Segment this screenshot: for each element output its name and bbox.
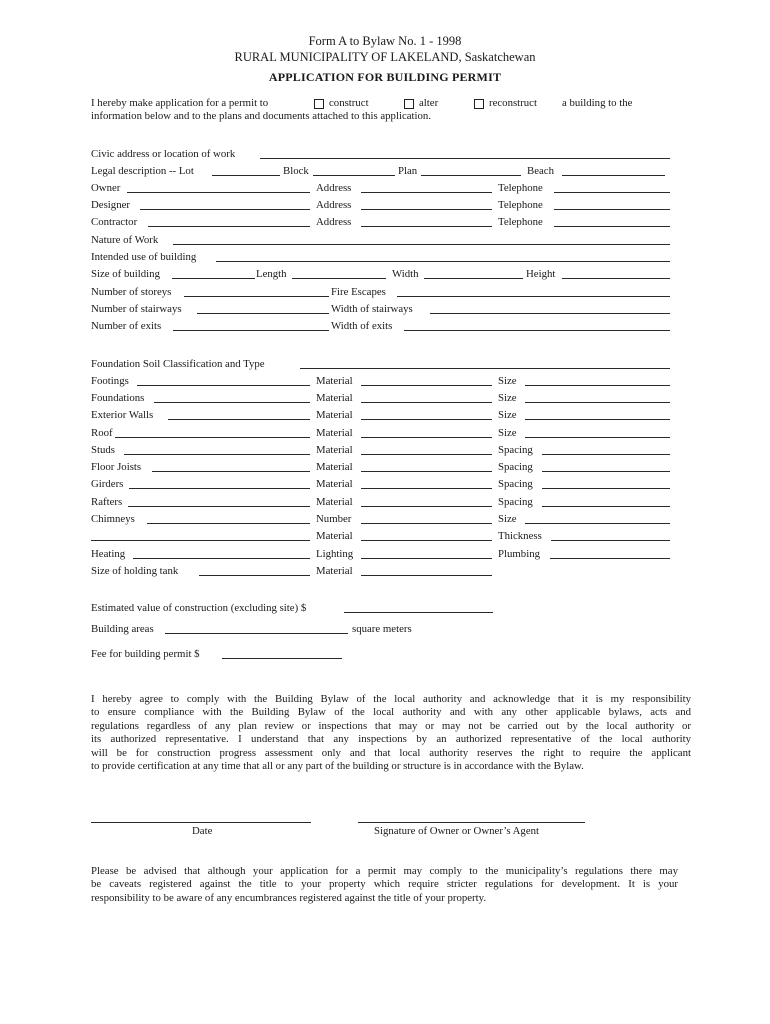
notice-paragraph <box>91 865 678 905</box>
foundations-field[interactable] <box>154 402 310 403</box>
exits-label: Number of exits <box>91 320 162 332</box>
agreement-line: to provide certification at any time that all or any part of the building or structure is in accordance with the Bylaw. <box>91 760 584 773</box>
girders-material-field[interactable] <box>361 488 492 489</box>
nature-of-work-label: Nature of Work <box>91 234 159 246</box>
width-label: Width <box>392 268 419 280</box>
building-areas-field[interactable] <box>165 633 348 634</box>
height-label: Height <box>526 268 556 280</box>
agreement-line: to ensure compliance with the Building Bylaw of the local authority and with any other applicable bylaws, acts and <box>91 706 691 719</box>
girders-material-label: Material <box>316 478 353 490</box>
width-of-exits-field[interactable] <box>404 330 670 331</box>
size-of-building-label: Size of building <box>91 268 160 280</box>
owner-address-label: Address <box>316 182 352 194</box>
girders-label: Girders <box>91 478 124 490</box>
beach-label: Beach <box>527 165 554 177</box>
owner-signature-field[interactable] <box>358 822 585 823</box>
designer-telephone-label: Telephone <box>498 199 543 211</box>
notice-line: Please be advised that although your application for a permit may comply to the municipality’s regulations there may <box>91 865 678 877</box>
width-of-stairways-label: Width of stairways <box>331 303 413 315</box>
heating-field[interactable] <box>133 558 310 559</box>
contractor-telephone-label: Telephone <box>498 216 543 228</box>
notice-line: responsibility to be aware of any encumbrances registered against the title of your property. <box>91 891 487 904</box>
civic-field[interactable] <box>260 158 670 159</box>
exterior-walls-label: Exterior Walls <box>91 409 154 421</box>
alter-checkbox[interactable] <box>404 99 414 109</box>
chimneys-number-label: Number <box>316 513 352 525</box>
floor-joists-material-field[interactable] <box>361 471 492 472</box>
soil-classification-field[interactable] <box>300 368 670 369</box>
designer-label: Designer <box>91 199 130 211</box>
agreement-line: will be for construction progress assessment only and that local authority reserves the right to require the applicant <box>91 746 691 759</box>
rafters-field[interactable] <box>128 506 310 507</box>
contractor-address-field[interactable] <box>361 226 492 227</box>
width-of-exits-label: Width of exits <box>331 320 393 332</box>
fire-escapes-field[interactable] <box>397 296 670 297</box>
intro-suffix: a building to the <box>562 97 633 109</box>
stairways-field[interactable] <box>197 313 329 314</box>
chimneys-size-label: Size <box>498 513 517 525</box>
girders-spacing-label: Spacing <box>498 478 533 490</box>
construct-label: construct <box>329 97 369 109</box>
roof-material-field[interactable] <box>361 437 492 438</box>
foundations-material-label: Material <box>316 392 353 404</box>
nature-of-work-field[interactable] <box>173 244 670 245</box>
estimated-value-field[interactable] <box>344 612 493 613</box>
footings-material-field[interactable] <box>361 385 492 386</box>
studs-spacing-label: Spacing <box>498 444 533 456</box>
size-of-building-field[interactable] <box>172 278 255 279</box>
roof-material-label: Material <box>316 427 353 439</box>
plumbing-field[interactable] <box>550 558 670 559</box>
storeys-label: Number of storeys <box>91 286 172 298</box>
contractor-label: Contractor <box>91 216 138 228</box>
footings-material-label: Material <box>316 375 353 387</box>
girders-field[interactable] <box>129 488 310 489</box>
building-areas-label: Building areas <box>91 623 154 635</box>
notice-line: be caveats registered against the title to your property which require stricter regulations for development. It is your <box>91 878 678 891</box>
alter-label: alter <box>419 97 439 109</box>
thickness-field[interactable] <box>551 540 670 541</box>
roof-field[interactable] <box>115 437 310 438</box>
civic-label: Civic address or location of work <box>91 148 236 160</box>
chimneys-field[interactable] <box>147 523 310 524</box>
permit-fee-label: Fee for building permit $ <box>91 648 200 660</box>
foundations-size-label: Size <box>498 392 517 404</box>
lighting-label: Lighting <box>316 548 354 560</box>
studs-field[interactable] <box>124 454 310 455</box>
soil-classification-label: Foundation Soil Classification and Type <box>91 358 265 370</box>
square-meters-label: square meters <box>352 623 412 635</box>
agreement-line: regulations regardless of any plan review or inspections that may or may not be carried out by the local authority or <box>91 719 691 732</box>
chimneys-label: Chimneys <box>91 513 135 525</box>
floor-joists-label: Floor Joists <box>91 461 142 473</box>
legal-lot-label: Legal description -- Lot <box>91 165 194 177</box>
form-title: APPLICATION FOR BUILDING PERMIT <box>268 70 502 84</box>
reconstruct-checkbox[interactable] <box>474 99 484 109</box>
storeys-field[interactable] <box>184 296 329 297</box>
footings-size-field[interactable] <box>525 385 670 386</box>
owner-telephone-label: Telephone <box>498 182 543 194</box>
form-reference: Form A to Bylaw No. 1 - 1998 <box>308 34 462 48</box>
owner-label: Owner <box>91 182 121 194</box>
roof-size-label: Size <box>498 427 517 439</box>
plan-field[interactable] <box>421 175 521 176</box>
designer-field[interactable] <box>140 209 310 210</box>
footings-label: Footings <box>91 375 129 387</box>
estimated-value-label: Estimated value of construction (excluding site) $ <box>91 602 307 614</box>
length-field[interactable] <box>292 278 386 279</box>
exterior-walls-material-label: Material <box>316 409 353 421</box>
roof-size-field[interactable] <box>525 437 670 438</box>
block-field[interactable] <box>313 175 395 176</box>
agreement-line: its authorized representative. I understand that any inspections by an authorized representative of the local authority <box>91 733 691 746</box>
holding-tank-material-field[interactable] <box>361 575 492 576</box>
studs-spacing-field[interactable] <box>542 454 670 455</box>
stairways-label: Number of stairways <box>91 303 182 315</box>
holding-tank-label: Size of holding tank <box>91 565 179 577</box>
holding-tank-material-label: Material <box>316 565 353 577</box>
plumbing-label: Plumbing <box>498 548 540 560</box>
lighting-field[interactable] <box>361 558 492 559</box>
rafters-label: Rafters <box>91 496 123 508</box>
width-field[interactable] <box>424 278 523 279</box>
intro-prefix: I hereby make application for a permit to <box>91 97 269 109</box>
floor-joists-spacing-field[interactable] <box>542 471 670 472</box>
municipality-name: RURAL MUNICIPALITY OF LAKELAND, Saskatchewan <box>234 50 536 64</box>
plan-label: Plan <box>398 165 418 177</box>
rafters-spacing-field[interactable] <box>542 506 670 507</box>
thickness-label: Thickness <box>498 530 542 542</box>
girders-spacing-field[interactable] <box>542 488 670 489</box>
rafters-material-label: Material <box>316 496 353 508</box>
contractor-address-label: Address <box>316 216 352 228</box>
rafters-spacing-label: Spacing <box>498 496 533 508</box>
footings-size-label: Size <box>498 375 517 387</box>
intended-use-field[interactable] <box>216 261 670 262</box>
blank-material-label: Material <box>316 530 353 542</box>
height-field[interactable] <box>562 278 670 279</box>
reconstruct-label: reconstruct <box>489 97 537 109</box>
exterior-walls-size-field[interactable] <box>525 419 670 420</box>
studs-material-label: Material <box>316 444 353 456</box>
designer-address-label: Address <box>316 199 352 211</box>
chimneys-size-field[interactable] <box>525 523 670 524</box>
designer-address-field[interactable] <box>361 209 492 210</box>
floor-joists-spacing-label: Spacing <box>498 461 533 473</box>
contractor-field[interactable] <box>148 226 310 227</box>
blank-material-field[interactable] <box>361 540 492 541</box>
chimneys-number-field[interactable] <box>361 523 492 524</box>
holding-tank-field[interactable] <box>199 575 310 576</box>
permit-fee-field[interactable] <box>222 658 342 659</box>
designer-telephone-field[interactable] <box>554 209 670 210</box>
floor-joists-field[interactable] <box>152 471 310 472</box>
exterior-walls-field[interactable] <box>168 419 310 420</box>
block-label: Block <box>283 165 309 177</box>
foundations-label: Foundations <box>91 392 145 404</box>
owner-field[interactable] <box>127 192 310 193</box>
agreement-paragraph <box>91 693 691 773</box>
length-label: Length <box>256 268 287 280</box>
studs-label: Studs <box>91 444 116 456</box>
beach-field[interactable] <box>562 175 665 176</box>
foundations-size-field[interactable] <box>525 402 670 403</box>
studs-material-field[interactable] <box>361 454 492 455</box>
exterior-walls-material-field[interactable] <box>361 419 492 420</box>
owner-signature-label: Signature of Owner or Owner’s Agent <box>374 825 540 837</box>
floor-joists-material-label: Material <box>316 461 353 473</box>
fire-escapes-label: Fire Escapes <box>331 286 386 298</box>
owner-address-field[interactable] <box>361 192 492 193</box>
date-label: Date <box>192 825 213 837</box>
lot-field[interactable] <box>212 175 280 176</box>
blank-item-field[interactable] <box>91 540 310 541</box>
date-signature-field[interactable] <box>91 822 311 823</box>
exterior-walls-size-label: Size <box>498 409 517 421</box>
agreement-line: I hereby agree to comply with the Building Bylaw of the local authority and acknowledge that it is my responsibility <box>91 693 691 705</box>
width-of-stairways-field[interactable] <box>430 313 670 314</box>
owner-telephone-field[interactable] <box>554 192 670 193</box>
rafters-material-field[interactable] <box>361 506 492 507</box>
construct-checkbox[interactable] <box>314 99 324 109</box>
exits-field[interactable] <box>173 330 329 331</box>
intro-line-2: information below and to the plans and documents attached to this application. <box>91 110 432 122</box>
heating-label: Heating <box>91 548 126 560</box>
contractor-telephone-field[interactable] <box>554 226 670 227</box>
intended-use-label: Intended use of building <box>91 251 197 263</box>
footings-field[interactable] <box>137 385 310 386</box>
roof-label: Roof <box>91 427 113 439</box>
foundations-material-field[interactable] <box>361 402 492 403</box>
